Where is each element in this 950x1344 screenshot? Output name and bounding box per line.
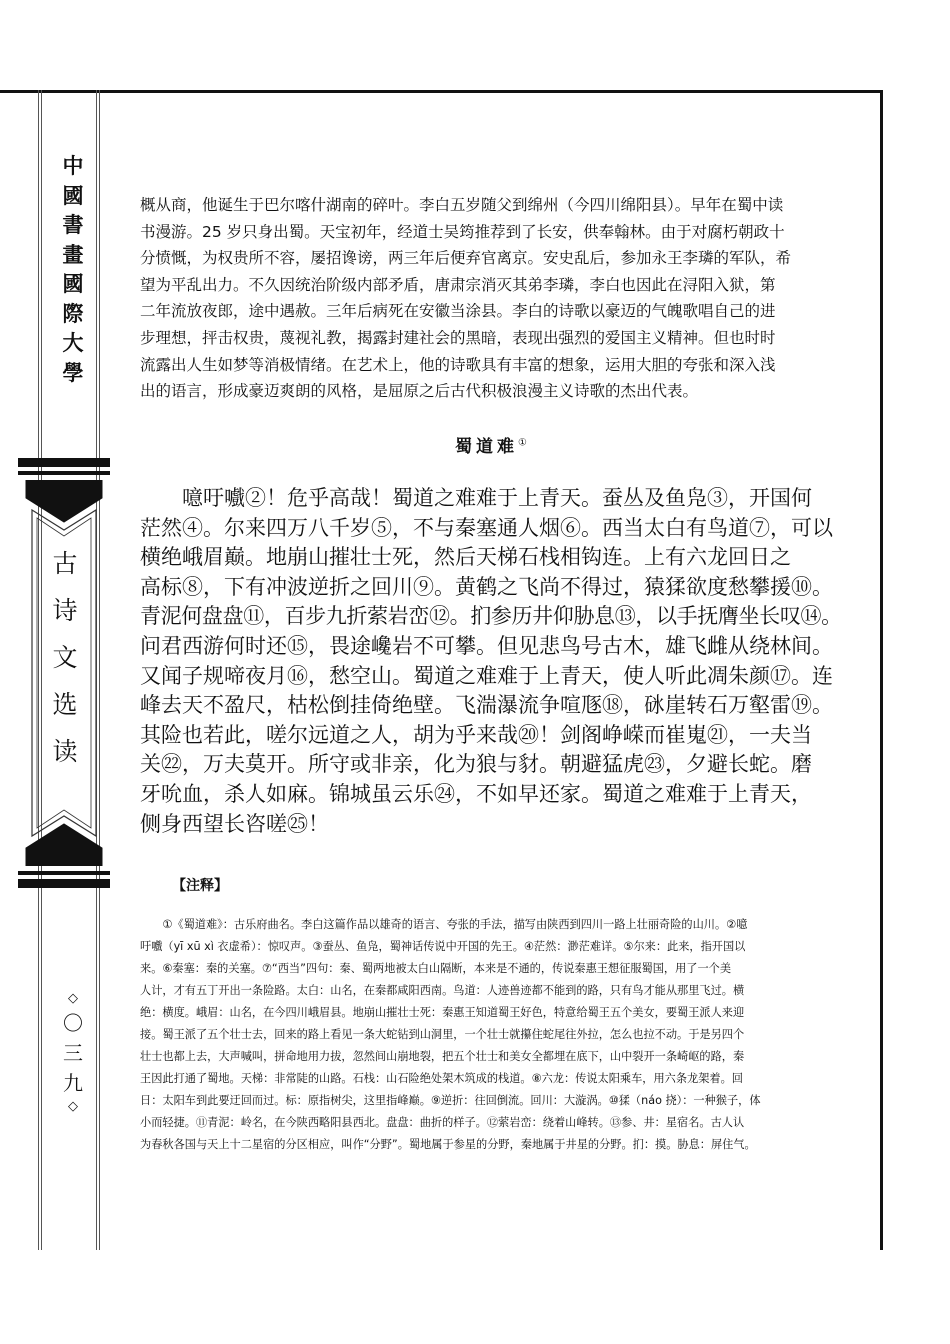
- poem-line: 其险也若此，嗟尔远道之人，胡为乎来哉⑳！剑阁峥嵘而崔嵬㉑，一夫当: [140, 722, 812, 747]
- book-title: [50, 540, 80, 775]
- page-number-char: 三: [63, 1041, 83, 1065]
- book-title-char: 选: [52, 690, 78, 719]
- book-title-char: 古: [52, 549, 78, 578]
- poem-title-note-mark: ①: [518, 437, 527, 449]
- note-line: 来。⑥秦塞：秦的关塞。⑦“西当”四句：秦、蜀两地被太白山隔断，本来是不通的，传说秦惠王想征服蜀国，用了一个美: [140, 962, 732, 975]
- panel-bar-bottom-thick: [18, 879, 110, 888]
- book-title-char: 读: [52, 737, 78, 766]
- school-name-char: 際: [62, 301, 84, 326]
- page-number: [56, 990, 90, 1116]
- school-name-char: 畫: [62, 242, 84, 267]
- note-line: 王因此打通了蜀地。天梯：非常陡的山路。石栈：山石险绝处架木筑成的栈道。⑧六龙：传说太阳乘车，用六条龙架着。回: [140, 1072, 743, 1085]
- book-title-char: 诗: [52, 596, 78, 625]
- school-name-char: 國: [62, 183, 84, 208]
- school-name-char: 中: [62, 154, 84, 178]
- note-line: 人计，才有五丁开出一条险路。太白：山名，在秦都咸阳西南。鸟道：人迹兽迹都不能到的路，只有鸟才能从那里飞过。横: [140, 984, 745, 997]
- poem-line: 关㉒，万夫莫开。所守或非亲，化为狼与豺。朝避猛虎㉓，夕避长蛇。磨: [140, 752, 812, 777]
- author-bio: [140, 192, 842, 405]
- panel-bar-top-thick: [18, 458, 110, 467]
- note-line: 为春秋各国与天上十二星宿的分区相应，叫作“分野”。蜀地属于参星的分野，秦地属于井星的分野。扪：摸。胁息：屏住气。: [140, 1138, 756, 1151]
- note-line: 接。蜀王派了五个壮士去，回来的路上看见一条大蛇钻到山洞里，一个壮士就攥住蛇尾往外拉，怎么也拉不动。于是另四个: [140, 1028, 745, 1041]
- diamond-bottom-icon: ◇: [68, 1099, 78, 1114]
- poem-line: 噫吁嚱②！危乎高哉！蜀道之难难于上青天。蚕丛及鱼凫③，开国何: [140, 486, 812, 510]
- school-name-char: 書: [62, 213, 84, 237]
- poem-body: [140, 484, 842, 839]
- notes-body: [140, 914, 842, 1156]
- page-number-char: 九: [63, 1071, 83, 1095]
- page-number-char: 〇: [63, 1011, 83, 1035]
- book-title-panel: [18, 458, 110, 888]
- poem-title-text: 蜀道难: [455, 437, 519, 457]
- note-line: 壮士也都上去，大声喊叫，拼命地用力拔，忽然间山崩地裂，把五个壮士和美女全都埋在底下，山中裂开一条崎岖的路，秦: [140, 1050, 745, 1063]
- poem-line: 横绝峨眉巅。地崩山摧壮士死，然后天梯石栈相钩连。上有六龙回日之: [140, 545, 791, 570]
- bio-line: 步理想，抨击权贵，蔑视礼教，揭露封建社会的黑暗，表现出强烈的爱国主义精神。但也时时: [140, 328, 776, 347]
- bio-line: 概从商，他诞生于巴尔喀什湖南的碎叶。李白五岁随父到绵州（今四川绵阳县）。早年在蜀中读: [140, 196, 784, 214]
- bio-line: 出的语言，形成豪迈爽朗的风格，是屈原之后古代积极浪漫主义诗歌的杰出代表。: [140, 382, 699, 401]
- note-line: 日：太阳车到此要迂回而过。标：原指树尖，这里指峰巅。⑨逆折：往回倒流。回川：大漩涡。⑩猱（náo 挠）：一种猴子，体: [140, 1094, 761, 1107]
- poem-line: 牙吮血，杀人如麻。锦城虽云乐㉔，不如早还家。蜀道之难难于上青天，: [140, 781, 812, 806]
- sidebar: [0, 90, 102, 1250]
- school-name-char: 大: [62, 331, 84, 355]
- poem-title: [140, 432, 842, 457]
- diamond-top-icon: ◇: [68, 991, 78, 1006]
- poem-line: 峰去天不盈尺，枯松倒挂倚绝壁。飞湍瀑流争喧豗⑱，砯崖转石万壑雷⑲。: [140, 693, 833, 718]
- poem-line: 高标⑧，下有冲波逆折之回川⑨。黄鹤之飞尚不得过，猿猱欲度愁攀援⑩。: [140, 574, 833, 599]
- poem-line: 问君西游何时还⑮，畏途巉岩不可攀。但见悲鸟号古木，雄飞雌从绕林间。: [140, 633, 833, 658]
- poem-line: 茫然④。尔来四万八千岁⑤，不与秦塞通人烟⑥。西当太白有鸟道⑦，可以: [140, 515, 833, 540]
- school-name: [58, 152, 88, 388]
- bio-line: 二年流放夜郎，途中遇赦。三年后病死在安徽当涂县。李白的诗歌以豪迈的气魄歌唱自己的进: [140, 302, 776, 321]
- note-line: 小而轻捷。⑪青泥：岭名，在今陕西略阳县西北。盘盘：曲折的样子。⑫萦岩峦：绕着山峰转。⑬参、井：星宿名。古人认: [140, 1116, 745, 1129]
- note-line: 绝：横度。峨眉：山名，在今四川峨眉县。地崩山摧壮士死：秦惠王知道蜀王好色，特意给蜀王五个美女，要蜀王派人来迎: [140, 1006, 745, 1019]
- panel-bar-bottom-thin: [18, 871, 110, 875]
- bio-line: 分愤慨，为权贵所不容，屡招谗谤，两三年后便弃官离京。安史乱后，参加永王李璘的军队，希: [140, 249, 792, 268]
- panel-bar-top-thin: [18, 471, 110, 475]
- poem-line: 青泥何盘盘⑪，百步九折萦岩峦⑫。扪参历井仰胁息⑬，以手抚膺坐长叹⑭。: [140, 604, 842, 629]
- note-line: ①《蜀道难》：古乐府曲名。李白这篇作品以雄奇的语言、夸张的手法，描写由陕西到四川一路上壮丽奇险的山川。②噫: [140, 918, 748, 931]
- page-content: [140, 192, 842, 1151]
- school-name-char: 學: [62, 360, 84, 385]
- book-title-char: 文: [52, 643, 78, 672]
- poem-line: 侧身西望长咨嗟㉕！: [140, 811, 329, 836]
- poem-line: 又闻子规啼夜月⑯，愁空山。蜀道之难难于上青天，使人听此凋朱颜⑰。连: [140, 663, 833, 688]
- bio-line: 望为平乱出力。不久因统治阶级内部矛盾，唐肃宗消灭其弟李璘，李白也因此在浔阳入狱，第: [140, 275, 776, 294]
- note-line: 吁嚱（yī xū xì 衣虚希）：惊叹声。③蚕丛、鱼凫，蜀神话传说中开国的先王。④茫然：渺茫难详。⑤尔来：此来，指开国以: [140, 940, 746, 953]
- notes-heading: 【注释】: [172, 878, 228, 894]
- bio-line: 流露出人生如梦等消极情绪。在艺术上，他的诗歌具有丰富的想象，运用大胆的夸张和深入浅: [140, 355, 776, 374]
- school-name-char: 國: [62, 272, 84, 296]
- bio-line: 书漫游。25 岁只身出蜀。天宝初年，经道士吴筠推荐到了长安，供奉翰林。由于对腐朽朝政十: [140, 222, 785, 241]
